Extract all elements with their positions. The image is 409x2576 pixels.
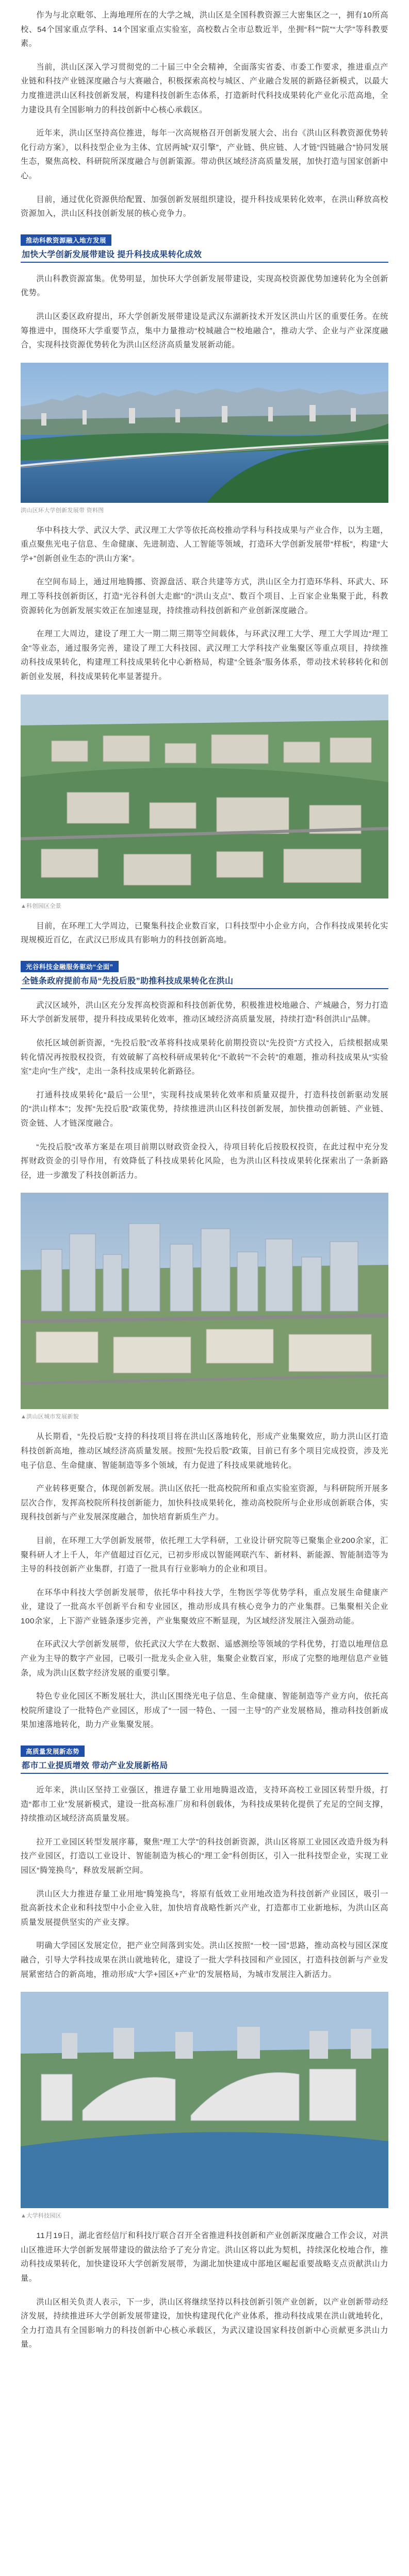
- paragraph: 华中科技大学、武汉大学、武汉理工大学等依托高校推动学科与科技成果与产业合作，以为主题，重点聚焦光电子信息、生命健康、先进制造、人工智能等领域，打造环大学创新发展带“样板”，构建“大学+”创新创业生态的“洪山方案”。: [21, 526, 388, 563]
- photo-caption: 洪山区环大学创新发展带 资料图: [21, 507, 104, 514]
- paragraph: 目前，在环理工大学周边，已聚集科技企业数百家，口科技型中小企业方向，合作科技成果转化实现规模近百亿，在武汉已形成具有影响力的科技创新高地。: [21, 921, 388, 945]
- paragraph: 在理工大周边，建设了理工大一期二期三期等空间载体，与环武汉理工大学、理工大学周边“理工金”等业态，通过服务完善，建设了理工大科技园、武汉理工大学科技产业集聚区等重点项目，持续推动科技成果转化，构建理工科技成果转化中心新格局，构建“全链条”服务体系，带动技术转移转化和创新创业发展，科技成果转化率显著提升。: [21, 630, 388, 682]
- section-header-1: [21, 234, 388, 263]
- section-header-2: [21, 961, 388, 989]
- paragraph: 目前，通过优化资源供给配置、加强创新发展组织建设，提升科技成果转化效率，在洪山释放高校资源加入，洪山区科技创新发展的核心竞争力。: [21, 195, 388, 218]
- paragraph: 目前，在环理工大学创新发展带，依托理工大学科研，工业设计研究院等已聚集企业200余家，汇聚科研人才上千人，年产值超过百亿元，已初步形成以智能网联汽车、新材料、新能源、智能制造等为主导的科技创新产业集群，打造了一批具有行业影响力的企业和项目。: [21, 1536, 388, 1574]
- paragraph: 在环武汉大学创新发展带，依托武汉大学在大数据、遥感测绘等领域的学科优势，打造以地理信息产业为主导的数字产业园，已吸引一批龙头企业入驻，集聚企业数百家，形成了完整的地理信息产业链条，成为洪山区数字经济发展的重要引擎。: [21, 1640, 388, 1677]
- paragraph: 洪山区相关负责人表示，下一步，洪山区将继续坚持以科技创新引领产业创新，以产业创新带动经济发展，持续推进环大学创新发展带建设，加快构建现代化产业体系，推动科技成果在洪山就地转化，全力打造具有全国影响力的科技创新中心核心承载区，为武汉建设国家科技创新中心贡献更多洪山力量。: [21, 2297, 388, 2349]
- section-title: 全链条政府提前布局“先投后股”助推科技成果转化在洪山: [22, 976, 234, 986]
- photo-caption: ▲科创园区全景: [21, 903, 61, 909]
- paragraph: 产业转移更聚合，体现创新发展。洪山区依托一批高校院所和重点实验室资源，与科研院所开展多层次合作，发挥高校院所科技创新能力，加快科技成果转化，推动高校院所与企业形成创新联合体，实现科技创新与产业发展深度融合，加快培育新质生产力。: [21, 1484, 388, 1522]
- photo-lake-bridge: [21, 363, 388, 503]
- paragraph: 在空间布局上，通过用地腾挪、资源盘活、联合共建等方式，洪山区全力打造环华科、环武大、环理工等科技创新街区，打造“光谷科创大走廊”的“洪山支点”、数百个项目、上百家企业集聚于此，科教资源转化为创新发展实效正在加速显现，持续推动科技创新和产业创新深度融合。: [21, 578, 388, 615]
- paragraph: 近年来，洪山区坚持高位推进，每年一次高规格召开创新发展大会、出台《洪山区科教资源优势转化行动方案》，以科技型企业为主体、宜居两城“双引擎”，产业链、供应链、人才链“四链融合”协同发展生态，聚焦高校、科研院所深度融合与创新策源。带动供区域经济高质量发展，加快打造与国家创新中心。: [21, 129, 388, 180]
- paragraph: 从长期看，“先投后股”支持的科技项目将在洪山区落地转化，形成产业集聚效应，助力洪山区打造科技创新高地，推动区域经济高质量发展。按照“先投后股”政策，目前已有多个项目完成投资，涉及光电子信息、生命健康、智能制造等多个领域，有力促进了科技成果就地转化。: [21, 1432, 388, 1470]
- paragraph: 打通科技成果转化“最后一公里”，实现科技成果转化效率和质量双提升，打造科技创新驱动发展的“洪山样本”；发挥“先投后股”政策优势，持续推进洪山区科技创新发展，加快推动创新链、产业链、资金链、人才链深度融合。: [21, 1090, 388, 1128]
- photo-caption: ▲大学科技园区: [21, 2213, 61, 2219]
- paragraph: “先投后股”改革方案是在项目前期以财政资金投入，待项目转化后按股权投资，在此过程中充分发挥财政资金的引导作用，有效降低了科技成果转化风险，也为洪山区科技成果转化探索出了一条新路径，进一步激发了科技创新活力。: [21, 1142, 388, 1180]
- section-label: 推动科教资源融入地方发展: [21, 234, 111, 246]
- lake-city-image: [21, 363, 388, 503]
- paragraph: 洪山区委区政府提出，环大学创新发展带建设是武汉东湖新技术开发区洪山片区的重要任务。在统筹推进中，围绕环大学重要节点，集中力量推动“校城融合”“校地融合”，推动大学、企业与产业深度融合，实现科技资源优势转化为洪山区经济高质量发展新动能。: [21, 312, 388, 350]
- campus-aerial-image: [21, 694, 388, 899]
- paragraph: 洪山科教资源富集。优势明显，加快环大学创新发展带建设，实现高校资源优势加速转化为全创新优势。: [21, 274, 388, 298]
- paragraph: 武汉区域外，洪山区充分发挥高校资源和科技创新优势，积极推进校地融合、产城融合，努力打造环大学创新发展带，提升科技成果转化效率，推动区域经济高质量发展，持续打造“科创洪山”品牌。: [21, 1001, 388, 1024]
- section-title: 都市工业提质增效 带动产业发展新格局: [22, 1761, 168, 1771]
- photo-city-skyline: [21, 1193, 388, 1409]
- paragraph: 当前，洪山区深入学习贯彻党的二十届三中全会精神，全面落实省委、市委工作要求，推进重点产业链和科技产业链深度融合与大赛融合，积极探索高校与城区、产业融合发展的新路径新模式，以最大力度推进洪山区科技创新发展，构建科技创新生态体系，打造新时代科技成果转化产业化示范高地，全力建设具有全国影响力的科技创新中心核心承载区。: [21, 62, 388, 114]
- paragraph: 拉开工业园区转型发展序幕，聚焦“理工大学”的科技创新资源，洪山区将原工业园区改造升级为科技产业园区，打造以工业设计、智能制造为核心的“理工金”科创街区，引入一批科技型企业，实现工业园区“腾笼换鸟”，释放发展新空间。: [21, 1837, 388, 1875]
- paragraph: 作为与北京毗邻、上海地理所在的大学之城，洪山区是全国科教资源三大密集区之一，拥有10所高校、54个国家重点学科、14个国家重点实验室，高校数占全市总数近半，坐拥“科”“院”“大学”等科教要素。: [21, 11, 388, 48]
- photo-caption: ▲洪山区城市发展新貌: [21, 1414, 79, 1420]
- photo-campus-aerial: [21, 694, 388, 899]
- paragraph: 11月19日，湖北省经信厅和科技厅联合召开全省推进科技创新和产业创新深度融合工作会议，对洪山区推进环大学创新发展带建设的做法给予了充分肯定。洪山区将以此为契机，持续深化校地合作，推动科技成果转化，加快建设环大学创新发展带，为湖北加快建成中部地区崛起重要战略支点贡献洪山力量。: [21, 2231, 388, 2283]
- paragraph: 在环华中科技大学创新发展带，依托华中科技大学，生物医学等优势学科，重点发展生命健康产业，建设了一批高水平创新平台和专业园区，推动形成具有核心竞争力的产业集群。已集聚相关企业100余家，上下游产业链条逐步完善，产业集聚效应不断显现，为区域经济发展注入强劲动能。: [21, 1588, 388, 1625]
- paragraph: 依托区域创新资源，“先投后股”改革将科技成果转化前期投资以“先投资”方式投入，后续根据成果转化情况再按股权投资，有效破解了高校科研成果转化“不敢转”“不会转”的难题，推动科技成果从“实验室”走向“生产线”，走出一条科技成果转化新路径。: [21, 1039, 388, 1076]
- section-label: 高质量发展新态势: [21, 1745, 85, 1757]
- paragraph: 洪山区大力推进存量工业用地“腾笼换鸟”，将原有低效工业用地改造为科技创新产业园区，吸引一批高新技术企业和科技型中小企业入驻，加快培育战略性新兴产业，打造都市工业新地标，为洪山区高质量发展提供坚实的产业支撑。: [21, 1889, 388, 1927]
- paragraph: 明确大学园区发展定位，把产业空间落到实处。洪山区按照“一校一园”思路，推动高校与园区深度融合，引导大学科技成果在洪山就地转化，建设了一批大学科技园和产业园区，打造科技创新与产业发展紧密结合的新高地，推动形成“大学+园区+产业”的发展格局，为城市发展注入新活力。: [21, 1941, 388, 1979]
- science-park-image: [21, 1992, 388, 2208]
- section-header-3: [21, 1745, 388, 1774]
- section-label: 光谷科技金融服务驱动“全面”: [21, 961, 119, 972]
- paragraph: 特色专业化园区不断发展壮大，洪山区围绕光电子信息、生命健康、智能制造等产业方向，依托高校院所建设了一批特色产业园区，形成了“一园一特色、一园一主导”的产业发展格局，推动科技创新成果加速落地转化，助力产业集聚发展。: [21, 1692, 388, 1730]
- paragraph: 近年来，洪山区坚持工业强区，推进存量工业用地腾退改造，支持环高校工业园区转型升级，打造“都市工业”发展新模式，建设一批高标准厂房和科创载体，为科技成果转化提供了充足的空间支撑，持续推动区域经济高质量发展。: [21, 1786, 388, 1823]
- city-skyline-image: [21, 1193, 388, 1409]
- photo-science-park: [21, 1992, 388, 2208]
- section-title: 加快大学创新发展带建设 提升科技成果转化成效: [22, 250, 202, 259]
